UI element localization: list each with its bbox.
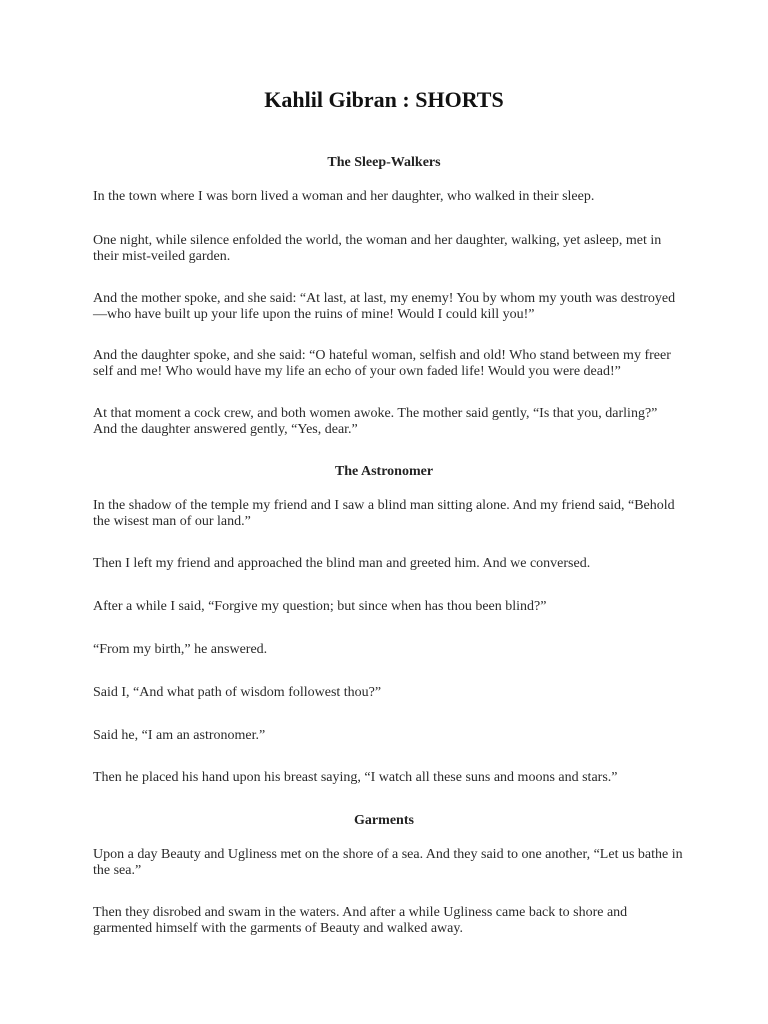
paragraph: After a while I said, “Forgive my question; but since when has thou been blind?” [93, 599, 547, 614]
section-heading-astronomer: The Astronomer [334, 464, 434, 479]
paragraph: Said he, “I am an astronomer.” [93, 728, 266, 743]
paragraph: At that moment a cock crew, and both women awoke. The mother said gently, “Is that you, darling?” And the daughter answered gently, “Yes, dear.” [93, 406, 658, 437]
paragraph: Then I left my friend and approached the blind man and greeted him. And we conversed. [93, 556, 591, 571]
section-heading-sleep-walkers: The Sleep-Walkers [327, 155, 441, 170]
paragraph: One night, while silence enfolded the world, the woman and her daughter, walking, yet asleep, met in their mist-veiled garden. [93, 233, 662, 264]
paragraph: Upon a day Beauty and Ugliness met on the shore of a sea. And they said to one another, “Let us bathe in the sea.” [93, 847, 683, 878]
paragraph: “From my birth,” he answered. [93, 642, 268, 657]
paragraph: Said I, “And what path of wisdom followest thou?” [93, 685, 382, 700]
paragraph: Then they disrobed and swam in the waters. And after a while Ugliness came back to shore and garmented himself with the garments of Beauty and walked away. [93, 905, 628, 936]
paragraph: In the town where I was born lived a woman and her daughter, who walked in their sleep. [93, 189, 595, 204]
paragraph: In the shadow of the temple my friend and I saw a blind man sitting alone. And my friend said, “Behold the wisest man of our land.” [93, 498, 675, 529]
section-heading-garments: Garments [354, 813, 414, 828]
document-title: Kahlil Gibran : SHORTS [264, 87, 504, 112]
paragraph: Then he placed his hand upon his breast saying, “I watch all these suns and moons and stars.” [93, 770, 618, 785]
paragraph: And the mother spoke, and she said: “At last, at last, my enemy! You by whom my youth was destroyed—who have built up your life upon the ruins of mine! Would I could kill you!” [93, 291, 676, 322]
paragraph: And the daughter spoke, and she said: “O hateful woman, selfish and old! Who stand between my freer self and me! Who would have my life an echo of your own faded life! Would you were dead!” [93, 348, 671, 379]
